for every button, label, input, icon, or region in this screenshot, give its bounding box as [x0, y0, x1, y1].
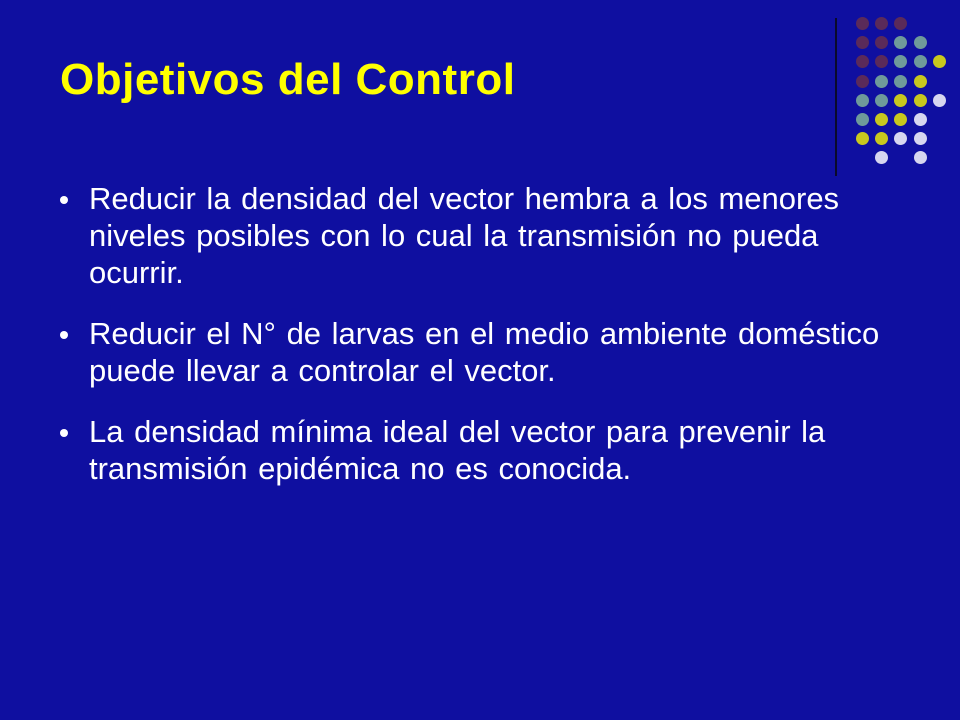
- decorative-dot: [914, 94, 927, 107]
- decorative-dot: [875, 36, 888, 49]
- decorative-dot: [894, 55, 907, 68]
- decorative-dot: [894, 94, 907, 107]
- bullet-item: [60, 180, 920, 291]
- decorative-dot: [875, 75, 888, 88]
- bullet-icon: [60, 331, 68, 339]
- decorative-dot: [856, 36, 869, 49]
- bullet-text: Reducir el N° de larvas en el medio ambiente doméstico puede llevar a controlar el vector.: [89, 316, 880, 388]
- decorative-dot: [856, 17, 869, 30]
- decorative-dot: [875, 55, 888, 68]
- decorative-dot: [914, 75, 927, 88]
- decorative-dot: [894, 36, 907, 49]
- bullet-item: [60, 315, 920, 389]
- bullet-text: La densidad mínima ideal del vector para prevenir la transmisión epidémica no es conocida.: [89, 414, 826, 486]
- decorative-dot: [856, 94, 869, 107]
- decorative-dot: [856, 55, 869, 68]
- decorative-dot: [875, 94, 888, 107]
- decorative-dot: [894, 113, 907, 126]
- bullet-item: [60, 413, 920, 487]
- decorative-dot: [894, 132, 907, 145]
- decorative-dot: [933, 94, 946, 107]
- slide-title: Objetivos del Control: [60, 55, 516, 104]
- bullet-list: [60, 180, 920, 487]
- bullet-icon: [60, 196, 68, 204]
- decorative-dot: [856, 75, 869, 88]
- decorative-dot-grid: [0, 0, 960, 200]
- decorative-dot: [914, 132, 927, 145]
- decorative-dot: [875, 132, 888, 145]
- decorative-dot: [856, 113, 869, 126]
- bullet-icon: [60, 429, 68, 437]
- decorative-dot: [933, 55, 946, 68]
- decorative-dot: [894, 75, 907, 88]
- decorative-dot: [894, 17, 907, 30]
- decorative-dot: [914, 36, 927, 49]
- decorative-dot: [914, 55, 927, 68]
- decorative-dot: [875, 151, 888, 164]
- bullet-text: Reducir la densidad del vector hembra a los menores niveles posibles con lo cual la transmisión no pueda ocurrir.: [89, 181, 840, 290]
- decorative-dot: [875, 113, 888, 126]
- decorative-dot: [856, 132, 869, 145]
- decorative-dot: [914, 113, 927, 126]
- decorative-dot: [914, 151, 927, 164]
- decorative-dot: [875, 17, 888, 30]
